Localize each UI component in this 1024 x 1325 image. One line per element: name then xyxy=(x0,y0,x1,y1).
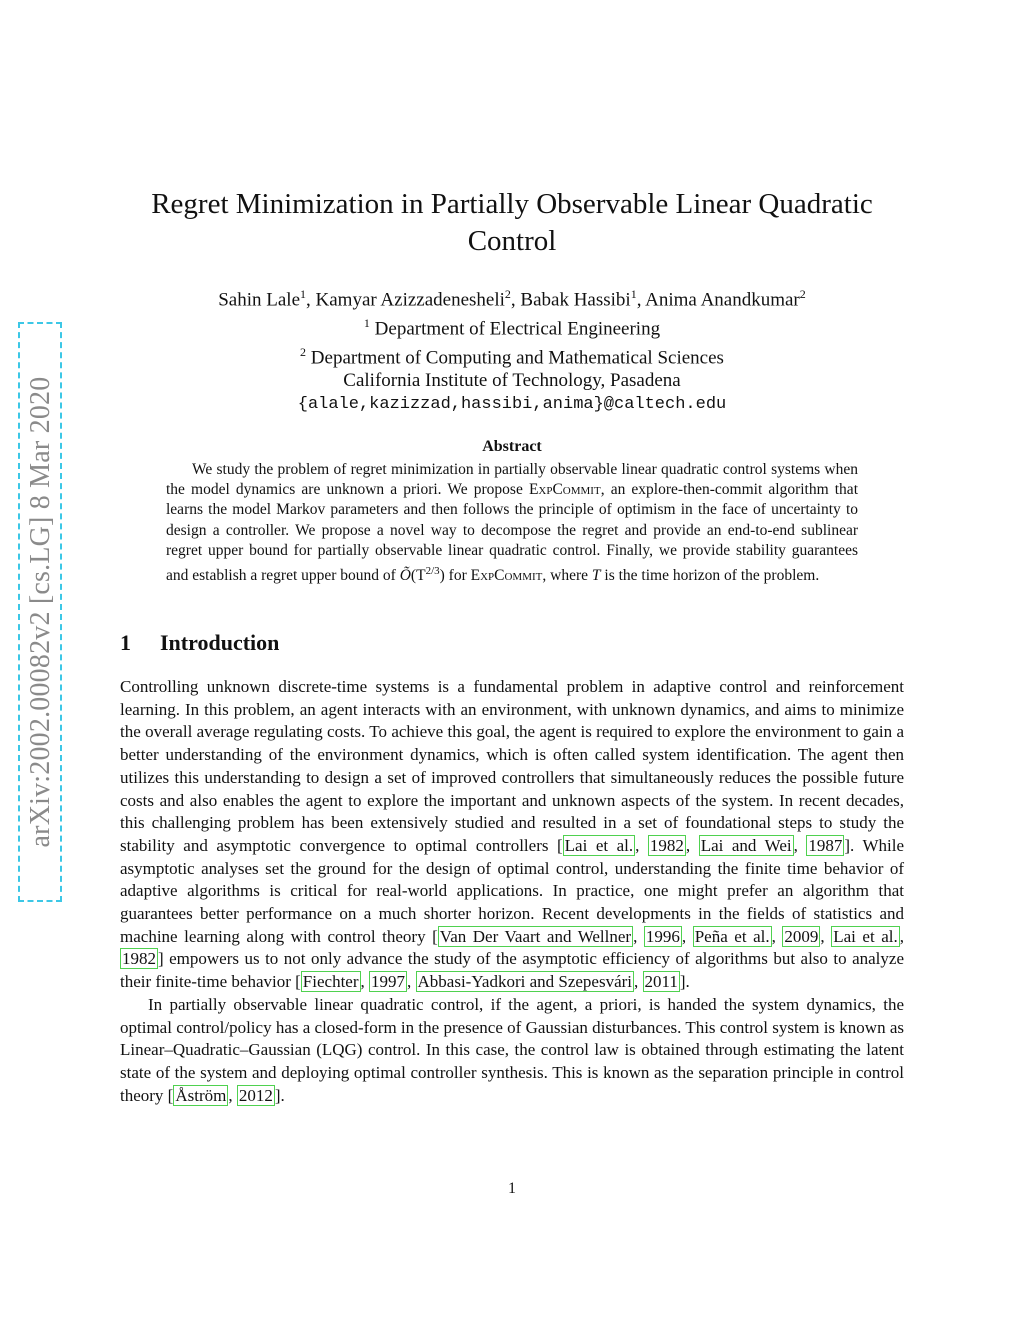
algorithm-name: ExpCommit xyxy=(528,481,601,499)
introduction-body xyxy=(120,676,904,1107)
citation-link[interactable]: Peña et al. xyxy=(694,926,770,946)
citation-link[interactable]: Lai et al. xyxy=(833,926,898,946)
page-number: 1 xyxy=(508,1180,516,1197)
affiliation-mark: 1 xyxy=(630,287,637,301)
affiliation-mark: 2 xyxy=(504,287,511,301)
affiliation-mark: 2 xyxy=(799,287,806,301)
citation-link[interactable]: Van Der Vaart and Wellner xyxy=(439,926,632,946)
paragraph: Controlling unknown discrete-time systems is a fundamental problem in adaptive control and reinforcement learning. In this problem, an agent interacts with an environment, with unknown dynamics, and aims to minimize the overall average regulating costs. To achieve this goal, the agent is required to explore the environment to gain a better understanding of the environment dynamics, which is often called system identification. The agent then utilizes this understanding to design a set of improved controllers that simultaneously reduces the possible future costs and also enables the agent to explore the important and unknown aspects of the system. In recent decades, this challenging problem has been extensively studied and resulted in a set of foundational steps to study the stability and asymptotic convergence to optimal controllers [ Lai et al. , 1982 , Lai and Wei , 1987 ]. While asymptotic analyses set the ground for the design of optimal control, understanding the finite time behavior of adaptive algorithms is critical for real-world applications. In practice, one might prefer an algorithm that guarantees better performance on a much shorter horizon. Recent developments in the fields of statistics and machine learning along with control theory [ Van Der Vaart and Wellner , 1996 , Peña et al. , 2009 , Lai et al. , 1982 ] empowers us to not only advance the study of the asymptotic efficiency of algorithms but also to analyze their finite-time behavior [ Fiechter , 1997 , Abbasi-Yadkori and Szepesvári , 2011 ]. xyxy=(120,677,905,992)
abstract-text: We study the problem of regret minimization in partially observable linear quadratic control systems when the model dynamics are unknown a priori. We propose ExpCommit, an explore-then-commit algorithm that learns the model Markov parameters and then follows the principle of optimism in the face of uncertainty to design a controller. We propose a novel way to decompose the regret and provide an end-to-end sublinear regret upper bound for partially observable linear quadratic control. Finally, we provide stability guarantees and establish a regret upper bound of $Õ(T^{2/3})$ for ExpCommit, where T is the time horizon of the problem. xyxy=(166,461,858,585)
citation-link[interactable]: 2011 xyxy=(644,972,678,992)
author-name: Babak Hassibi xyxy=(520,289,631,311)
affiliation-mark: 1 xyxy=(300,287,307,301)
citation-link[interactable]: 1997 xyxy=(371,972,405,992)
citation-link[interactable]: 1987 xyxy=(808,835,843,855)
section-heading xyxy=(120,630,279,656)
regret-bound-symbol: Õ xyxy=(399,567,411,585)
paragraph: In partially observable linear quadratic control, if the agent, a priori, is handed the system dynamics, the optimal control/policy has a closed-form in the presence of Gaussian disturbances. This control system is known as Linear–Quadratic–Gaussian (LQG) control. In this case, the control law is obtained through estimating the latent state of the system and deploying optimal controller synthesis. This is known as the separation principle in control theory [ Åström , 2012 ]. xyxy=(120,994,904,1105)
citation-link[interactable]: 1982 xyxy=(122,949,156,969)
section-title: Introduction xyxy=(160,630,280,655)
paper-title: Regret Minimization in Partially Observable Linear Quadratic Control xyxy=(151,188,873,257)
author-list: Sahin Lale$^1$, Kamyar Azizzadenesheli$^2$, Babak Hassibi$^1$, Anima Anandkumar$^2$ xyxy=(218,287,806,311)
algorithm-name: ExpCommit xyxy=(470,567,543,585)
citation-link[interactable]: Lai et al. xyxy=(564,835,634,855)
affiliation-1: $^1$ Department of Electrical Engineering xyxy=(363,315,661,340)
citation-link[interactable]: 2009 xyxy=(784,926,819,946)
affiliation-2: $^2$ Department of Computing and Mathematical Sciences xyxy=(300,344,724,368)
institution: California Institute of Technology, Pasadena xyxy=(343,370,681,392)
citation-link[interactable]: 1982 xyxy=(649,835,684,855)
section-number: 1 xyxy=(120,630,131,655)
citation-link[interactable]: 2012 xyxy=(238,1085,273,1105)
abstract-heading: Abstract xyxy=(482,438,542,455)
citation-link[interactable]: Åström xyxy=(175,1085,227,1105)
author-name: Anima Anandkumar xyxy=(645,289,800,311)
author-name: Kamyar Azizzadenesheli xyxy=(315,289,505,311)
email-line: {alale,kazizzad,hassibi,anima}@caltech.edu xyxy=(297,394,727,414)
citation-link[interactable]: Abbasi-Yadkori and Szepesvári xyxy=(417,972,633,992)
citation-link[interactable]: Fiechter xyxy=(302,972,359,992)
citation-link[interactable]: 1996 xyxy=(645,926,680,946)
citation-link[interactable]: Lai and Wei xyxy=(700,835,792,855)
author-block xyxy=(120,283,904,416)
arxiv-identifier: arXiv:2002.00082v2 [cs.LG] 8 Mar 2020 xyxy=(25,376,56,848)
author-name: Sahin Lale xyxy=(218,289,301,311)
